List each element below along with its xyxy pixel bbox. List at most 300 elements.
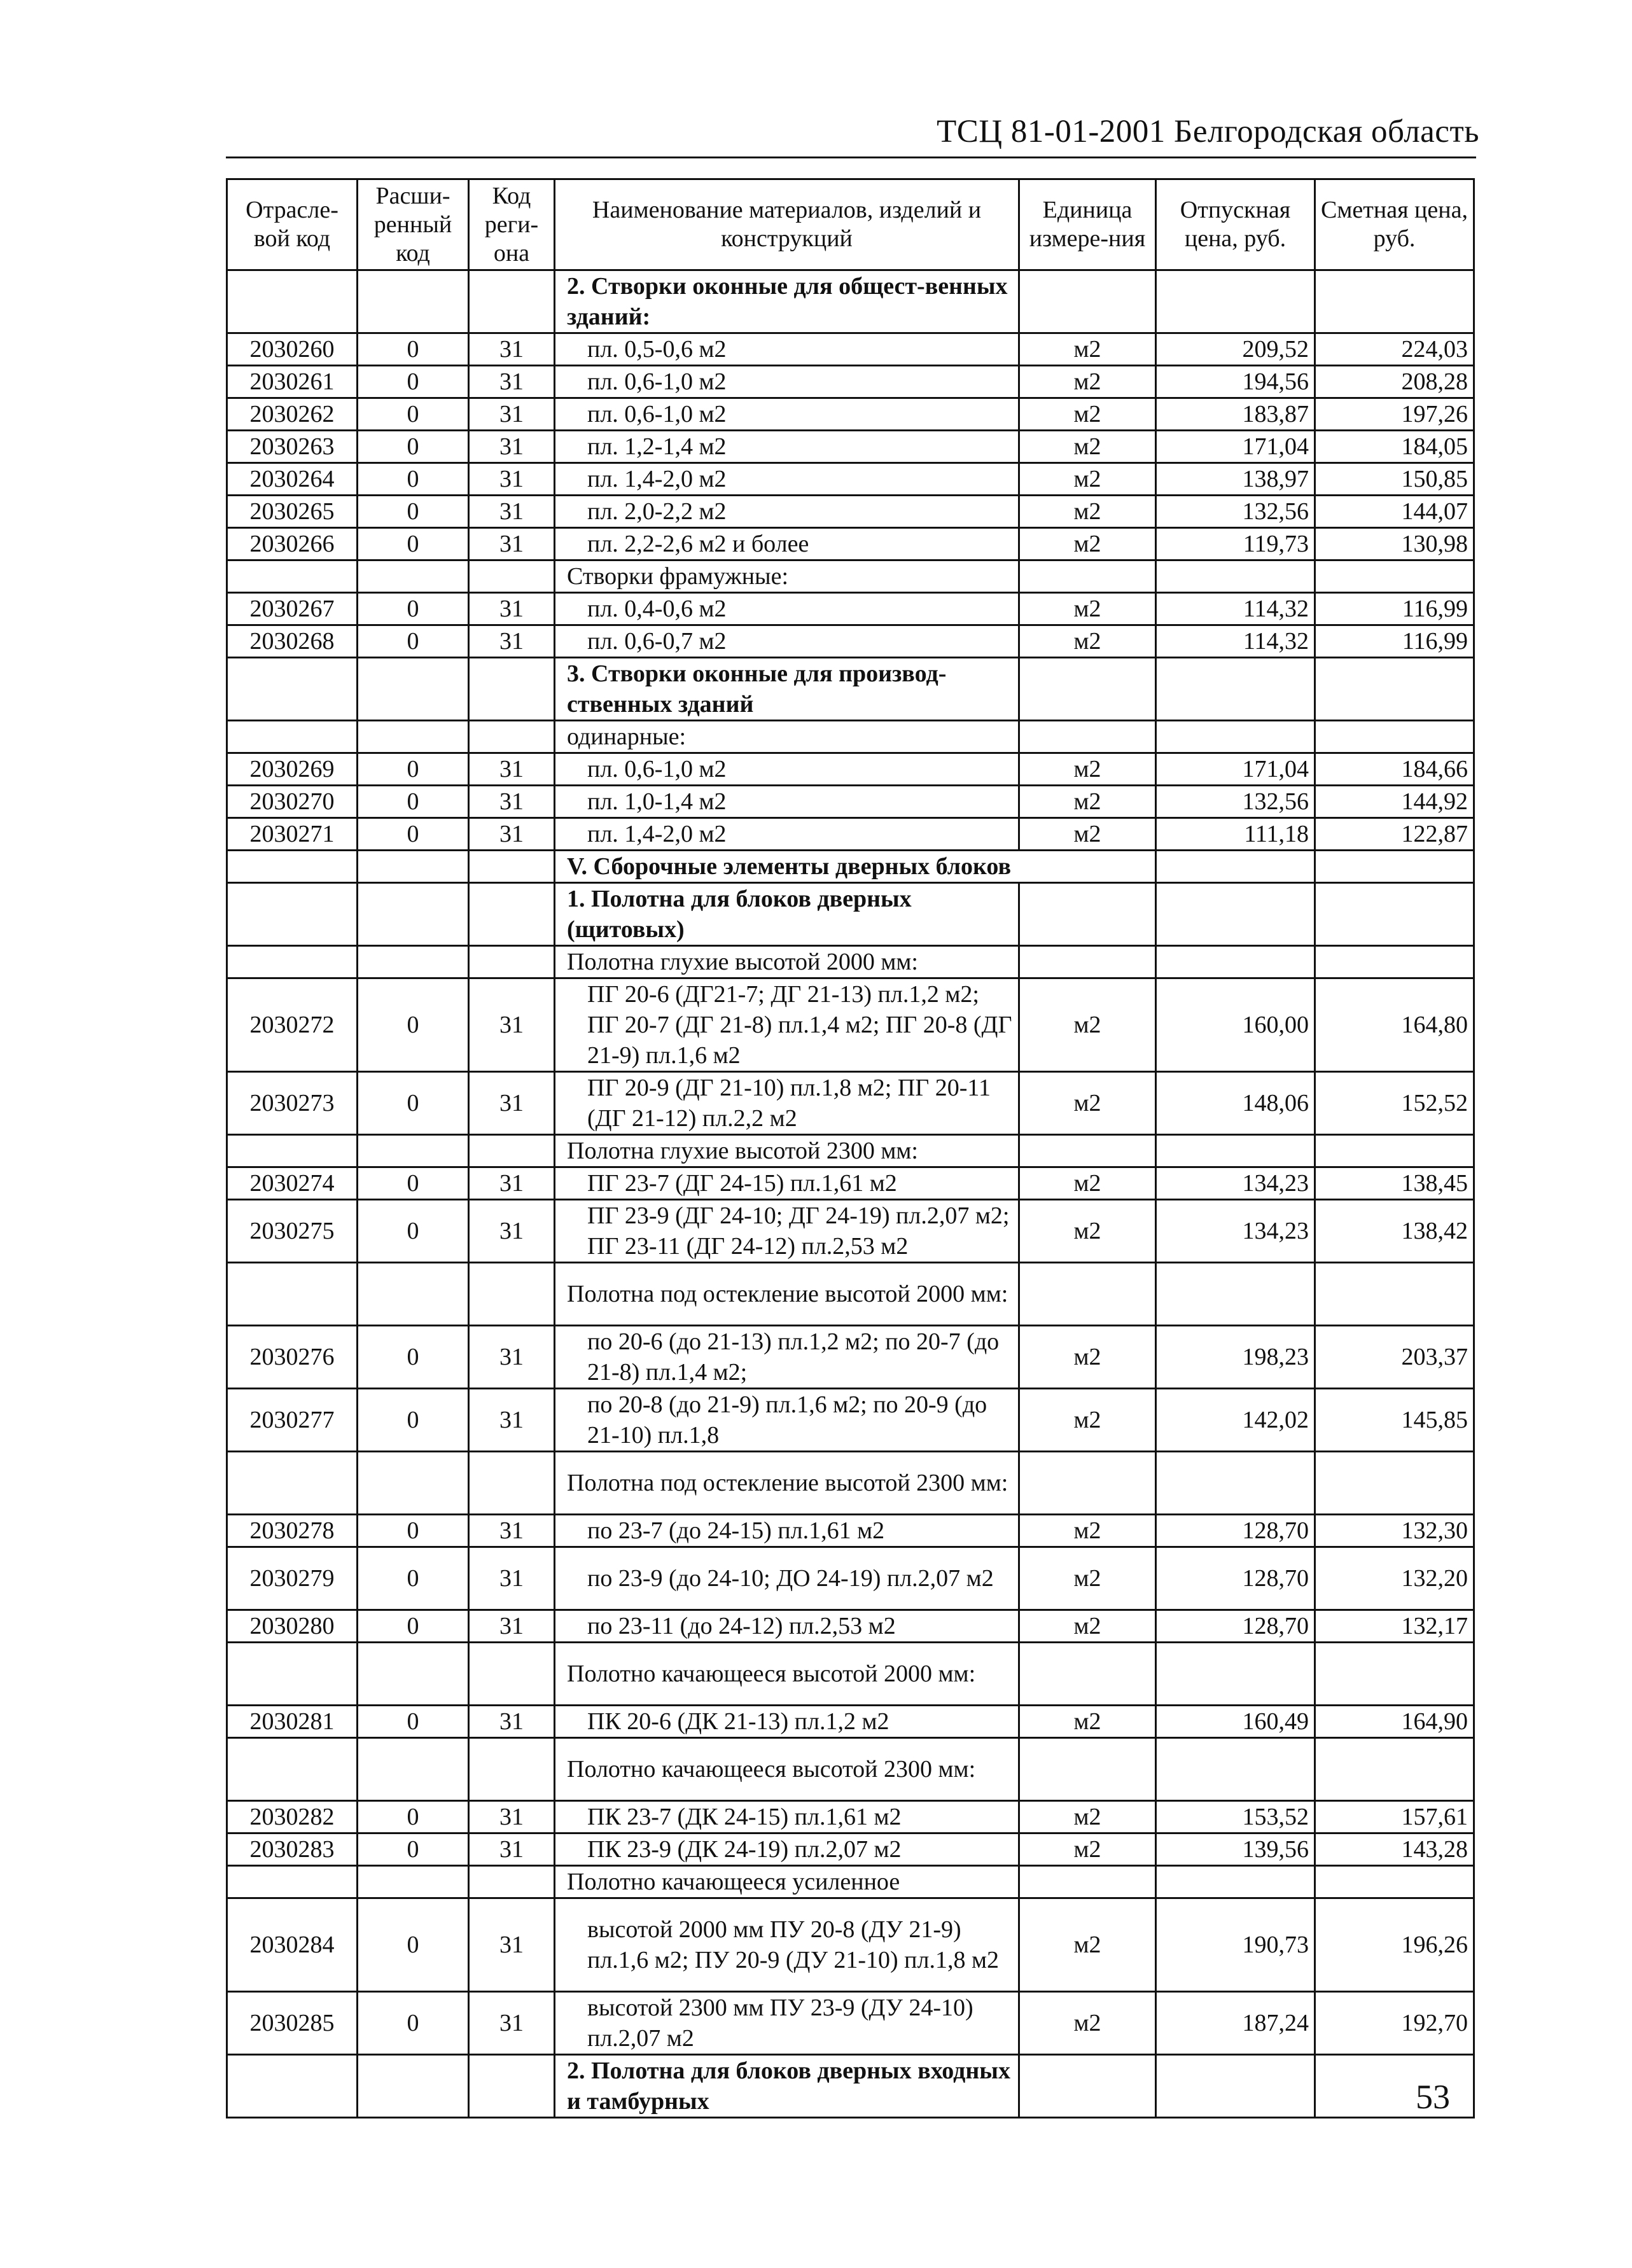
extended-code-cell: 0: [358, 1992, 469, 2055]
industry-code-cell: [227, 560, 358, 593]
unit-cell: [1019, 883, 1156, 946]
region-code-cell: 31: [469, 1072, 555, 1135]
extended-code-cell: [358, 883, 469, 946]
region-code-cell: 31: [469, 818, 555, 851]
material-name-cell: пл. 1,4-2,0 м2: [555, 463, 1019, 496]
release-price-cell: 171,04: [1156, 753, 1315, 786]
unit-cell: м2: [1019, 366, 1156, 398]
release-price-cell: 128,70: [1156, 1547, 1315, 1610]
extended-code-cell: 0: [358, 366, 469, 398]
section-row: [227, 1135, 1474, 1167]
region-code-cell: [469, 1866, 555, 1898]
table-row: [227, 398, 1474, 431]
industry-code-cell: [227, 270, 358, 333]
industry-code-cell: 2030273: [227, 1072, 358, 1135]
industry-code-cell: [227, 1643, 358, 1706]
extended-code-cell: [358, 1643, 469, 1706]
material-name-cell: высотой 2000 мм ПУ 20-8 (ДУ 21-9) пл.1,6 м2; ПУ 20-9 (ДУ 21-10) пл.1,8 м2: [555, 1898, 1019, 1992]
industry-code-cell: 2030272: [227, 978, 358, 1072]
material-name-cell: ПГ 20-6 (ДГ21-7; ДГ 21-13) пл.1,2 м2; ПГ 20-7 (ДГ 21-8) пл.1,4 м2; ПГ 20-8 (ДГ 21-9) пл.1,6 м2: [555, 978, 1019, 1072]
material-name-cell: Полотно качающееся высотой 2300 мм:: [555, 1738, 1019, 1801]
industry-code-cell: 2030269: [227, 753, 358, 786]
section-row: [227, 270, 1474, 333]
page-number: 53: [1416, 2078, 1450, 2116]
section-row: [227, 1643, 1474, 1706]
header-rule: [226, 157, 1476, 158]
industry-code-cell: [227, 1135, 358, 1167]
region-code-cell: 31: [469, 625, 555, 658]
unit-cell: м2: [1019, 1610, 1156, 1643]
material-name-cell: Полотна глухие высотой 2300 мм:: [555, 1135, 1019, 1167]
estimate-price-cell: 208,28: [1315, 366, 1474, 398]
extended-code-cell: 0: [358, 1072, 469, 1135]
extended-code-cell: [358, 1135, 469, 1167]
release-price-cell: 183,87: [1156, 398, 1315, 431]
extended-code-cell: [358, 560, 469, 593]
unit-cell: [1019, 2055, 1156, 2118]
extended-code-cell: [358, 1866, 469, 1898]
industry-code-cell: [227, 2055, 358, 2118]
release-price-cell: [1156, 2055, 1315, 2118]
release-price-cell: [1156, 1263, 1315, 1326]
section-row: [227, 946, 1474, 978]
release-price-cell: 128,70: [1156, 1515, 1315, 1547]
estimate-price-cell: 150,85: [1315, 463, 1474, 496]
material-name-cell: высотой 2300 мм ПУ 23-9 (ДУ 24-10) пл.2,07 м2: [555, 1992, 1019, 2055]
release-price-cell: 138,97: [1156, 463, 1315, 496]
extended-code-cell: 0: [358, 398, 469, 431]
unit-cell: м2: [1019, 978, 1156, 1072]
extended-code-cell: 0: [358, 1326, 469, 1389]
estimate-price-cell: [1315, 1135, 1474, 1167]
table-row: [227, 1515, 1474, 1547]
region-code-cell: 31: [469, 1706, 555, 1738]
estimate-price-cell: 138,45: [1315, 1167, 1474, 1200]
release-price-cell: 160,49: [1156, 1706, 1315, 1738]
estimate-price-cell: 184,66: [1315, 753, 1474, 786]
estimate-price-cell: 184,05: [1315, 431, 1474, 463]
estimate-price-cell: 130,98: [1315, 528, 1474, 560]
section-row: [227, 851, 1474, 883]
unit-cell: м2: [1019, 1326, 1156, 1389]
table-row: [227, 593, 1474, 625]
region-code-cell: 31: [469, 1389, 555, 1452]
estimate-price-cell: [1315, 1866, 1474, 1898]
unit-cell: [1019, 946, 1156, 978]
extended-code-cell: 0: [358, 625, 469, 658]
unit-cell: [1019, 1738, 1156, 1801]
estimate-price-cell: 143,28: [1315, 1833, 1474, 1866]
region-code-cell: 31: [469, 1992, 555, 2055]
release-price-cell: [1156, 1452, 1315, 1515]
estimate-price-cell: 144,07: [1315, 496, 1474, 528]
region-code-cell: [469, 883, 555, 946]
material-name-cell: пл. 2,0-2,2 м2: [555, 496, 1019, 528]
industry-code-cell: 2030284: [227, 1898, 358, 1992]
unit-cell: м2: [1019, 333, 1156, 366]
industry-code-cell: 2030261: [227, 366, 358, 398]
industry-code-cell: 2030260: [227, 333, 358, 366]
table-row: [227, 333, 1474, 366]
material-name-cell: пл. 0,6-1,0 м2: [555, 398, 1019, 431]
material-name-cell: пл. 2,2-2,6 м2 и более: [555, 528, 1019, 560]
table-row: [227, 1898, 1474, 1992]
table-row: [227, 1610, 1474, 1643]
region-code-cell: 31: [469, 593, 555, 625]
material-name-cell: по 23-9 (до 24-10; ДО 24-19) пл.2,07 м2: [555, 1547, 1019, 1610]
estimate-price-cell: [1315, 883, 1474, 946]
release-price-cell: 111,18: [1156, 818, 1315, 851]
region-code-cell: [469, 946, 555, 978]
industry-code-cell: [227, 721, 358, 753]
estimate-price-cell: 132,30: [1315, 1515, 1474, 1547]
release-price-cell: [1156, 1135, 1315, 1167]
col-header-release-price: Отпускная цена, руб.: [1156, 179, 1315, 270]
industry-code-cell: [227, 658, 358, 721]
estimate-price-cell: 203,37: [1315, 1326, 1474, 1389]
unit-cell: м2: [1019, 753, 1156, 786]
industry-code-cell: [227, 1263, 358, 1326]
table-row: [227, 1833, 1474, 1866]
release-price-cell: 119,73: [1156, 528, 1315, 560]
estimate-price-cell: 116,99: [1315, 625, 1474, 658]
material-name-cell: пл. 1,0-1,4 м2: [555, 786, 1019, 818]
industry-code-cell: 2030285: [227, 1992, 358, 2055]
extended-code-cell: 0: [358, 463, 469, 496]
section-row: [227, 2055, 1474, 2118]
estimate-price-cell: [1315, 851, 1474, 883]
extended-code-cell: 0: [358, 1515, 469, 1547]
industry-code-cell: [227, 851, 358, 883]
material-name-cell: по 20-6 (до 21-13) пл.1,2 м2; по 20-7 (до 21-8) пл.1,4 м2;: [555, 1326, 1019, 1389]
extended-code-cell: [358, 1452, 469, 1515]
region-code-cell: 31: [469, 1610, 555, 1643]
unit-cell: м2: [1019, 1706, 1156, 1738]
region-code-cell: 31: [469, 753, 555, 786]
region-code-cell: [469, 851, 555, 883]
region-code-cell: 31: [469, 1898, 555, 1992]
extended-code-cell: 0: [358, 1167, 469, 1200]
material-name-cell: ПК 20-6 (ДК 21-13) пл.1,2 м2: [555, 1706, 1019, 1738]
unit-cell: [1019, 658, 1156, 721]
estimate-price-cell: 164,80: [1315, 978, 1474, 1072]
region-code-cell: [469, 1738, 555, 1801]
unit-cell: м2: [1019, 786, 1156, 818]
table-row: [227, 978, 1474, 1072]
release-price-cell: [1156, 560, 1315, 593]
release-price-cell: 198,23: [1156, 1326, 1315, 1389]
estimate-price-cell: 152,52: [1315, 1072, 1474, 1135]
extended-code-cell: 0: [358, 786, 469, 818]
material-name-cell: Полотно качающееся высотой 2000 мм:: [555, 1643, 1019, 1706]
estimate-price-cell: 122,87: [1315, 818, 1474, 851]
extended-code-cell: 0: [358, 431, 469, 463]
release-price-cell: 190,73: [1156, 1898, 1315, 1992]
industry-code-cell: 2030268: [227, 625, 358, 658]
table-row: [227, 1326, 1474, 1389]
extended-code-cell: 0: [358, 1200, 469, 1263]
estimate-price-cell: [1315, 658, 1474, 721]
industry-code-cell: 2030263: [227, 431, 358, 463]
industry-code-cell: 2030277: [227, 1389, 358, 1452]
unit-cell: м2: [1019, 1072, 1156, 1135]
table-row: [227, 496, 1474, 528]
industry-code-cell: 2030265: [227, 496, 358, 528]
extended-code-cell: 0: [358, 1833, 469, 1866]
table-row: [227, 786, 1474, 818]
extended-code-cell: 0: [358, 528, 469, 560]
release-price-cell: 114,32: [1156, 625, 1315, 658]
price-table: [226, 178, 1475, 2118]
release-price-cell: 134,23: [1156, 1167, 1315, 1200]
unit-cell: м2: [1019, 1992, 1156, 2055]
table-row: [227, 366, 1474, 398]
extended-code-cell: [358, 946, 469, 978]
industry-code-cell: [227, 946, 358, 978]
region-code-cell: [469, 1452, 555, 1515]
material-name-cell: 2. Створки оконные для общест-венных зданий:: [555, 270, 1019, 333]
material-name-cell: по 23-11 (до 24-12) пл.2,53 м2: [555, 1610, 1019, 1643]
material-name-cell: пл. 0,6-0,7 м2: [555, 625, 1019, 658]
estimate-price-cell: 224,03: [1315, 333, 1474, 366]
estimate-price-cell: [1315, 721, 1474, 753]
estimate-price-cell: [1315, 2055, 1474, 2118]
extended-code-cell: 0: [358, 1706, 469, 1738]
section-row: [227, 1263, 1474, 1326]
estimate-price-cell: [1315, 1738, 1474, 1801]
section-row: [227, 658, 1474, 721]
material-name-cell: ПГ 23-9 (ДГ 24-10; ДГ 24-19) пл.2,07 м2; ПГ 23-11 (ДГ 24-12) пл.2,53 м2: [555, 1200, 1019, 1263]
col-header-extended-code: Расши-ренный код: [358, 179, 469, 270]
release-price-cell: 142,02: [1156, 1389, 1315, 1452]
industry-code-cell: 2030270: [227, 786, 358, 818]
region-code-cell: 31: [469, 786, 555, 818]
estimate-price-cell: [1315, 1263, 1474, 1326]
unit-cell: [1019, 1263, 1156, 1326]
region-code-cell: [469, 721, 555, 753]
table-row: [227, 1167, 1474, 1200]
region-code-cell: 31: [469, 333, 555, 366]
release-price-cell: 134,23: [1156, 1200, 1315, 1263]
unit-cell: м2: [1019, 818, 1156, 851]
table-row: [227, 431, 1474, 463]
region-code-cell: [469, 560, 555, 593]
estimate-price-cell: [1315, 270, 1474, 333]
table-header-row: [227, 179, 1474, 270]
material-name-cell: Створки фрамужные:: [555, 560, 1019, 593]
estimate-price-cell: 144,92: [1315, 786, 1474, 818]
industry-code-cell: 2030283: [227, 1833, 358, 1866]
industry-code-cell: [227, 1452, 358, 1515]
estimate-price-cell: [1315, 1452, 1474, 1515]
extended-code-cell: [358, 721, 469, 753]
industry-code-cell: 2030279: [227, 1547, 358, 1610]
estimate-price-cell: 138,42: [1315, 1200, 1474, 1263]
section-heading-cell: V. Сборочные элементы дверных блоков: [555, 851, 1156, 883]
release-price-cell: 148,06: [1156, 1072, 1315, 1135]
unit-cell: м2: [1019, 1515, 1156, 1547]
table-row: [227, 1992, 1474, 2055]
release-price-cell: 132,56: [1156, 496, 1315, 528]
table-row: [227, 1801, 1474, 1833]
table-row: [227, 1200, 1474, 1263]
material-name-cell: по 23-7 (до 24-15) пл.1,61 м2: [555, 1515, 1019, 1547]
industry-code-cell: 2030275: [227, 1200, 358, 1263]
estimate-price-cell: 132,17: [1315, 1610, 1474, 1643]
region-code-cell: [469, 1263, 555, 1326]
material-name-cell: одинарные:: [555, 721, 1019, 753]
release-price-cell: [1156, 721, 1315, 753]
extended-code-cell: [358, 2055, 469, 2118]
unit-cell: [1019, 1643, 1156, 1706]
col-header-region-code: Код реги-она: [469, 179, 555, 270]
industry-code-cell: 2030276: [227, 1326, 358, 1389]
document-header: ТСЦ 81-01-2001 Белгородская область: [937, 114, 1479, 150]
extended-code-cell: 0: [358, 1547, 469, 1610]
extended-code-cell: 0: [358, 333, 469, 366]
estimate-price-cell: [1315, 946, 1474, 978]
col-header-unit: Единица измере-ния: [1019, 179, 1156, 270]
estimate-price-cell: 164,90: [1315, 1706, 1474, 1738]
col-header-estimate-price: Сметная цена, руб.: [1315, 179, 1474, 270]
unit-cell: м2: [1019, 1547, 1156, 1610]
industry-code-cell: 2030271: [227, 818, 358, 851]
estimate-price-cell: 192,70: [1315, 1992, 1474, 2055]
estimate-price-cell: 157,61: [1315, 1801, 1474, 1833]
release-price-cell: 132,56: [1156, 786, 1315, 818]
industry-code-cell: 2030262: [227, 398, 358, 431]
unit-cell: м2: [1019, 1200, 1156, 1263]
unit-cell: м2: [1019, 431, 1156, 463]
material-name-cell: пл. 1,2-1,4 м2: [555, 431, 1019, 463]
unit-cell: [1019, 1452, 1156, 1515]
material-name-cell: ПГ 23-7 (ДГ 24-15) пл.1,61 м2: [555, 1167, 1019, 1200]
release-price-cell: 139,56: [1156, 1833, 1315, 1866]
release-price-cell: [1156, 1866, 1315, 1898]
estimate-price-cell: 197,26: [1315, 398, 1474, 431]
table-row: [227, 463, 1474, 496]
region-code-cell: [469, 2055, 555, 2118]
material-name-cell: Полотна глухие высотой 2000 мм:: [555, 946, 1019, 978]
table-row: [227, 528, 1474, 560]
release-price-cell: [1156, 851, 1315, 883]
unit-cell: [1019, 560, 1156, 593]
extended-code-cell: 0: [358, 978, 469, 1072]
region-code-cell: 31: [469, 398, 555, 431]
release-price-cell: [1156, 1738, 1315, 1801]
material-name-cell: пл. 0,4-0,6 м2: [555, 593, 1019, 625]
material-name-cell: пл. 0,6-1,0 м2: [555, 753, 1019, 786]
estimate-price-cell: [1315, 1643, 1474, 1706]
release-price-cell: 128,70: [1156, 1610, 1315, 1643]
industry-code-cell: 2030281: [227, 1706, 358, 1738]
unit-cell: [1019, 721, 1156, 753]
unit-cell: [1019, 270, 1156, 333]
table-row: [227, 1547, 1474, 1610]
material-name-cell: Полотно качающееся усиленное: [555, 1866, 1019, 1898]
unit-cell: м2: [1019, 398, 1156, 431]
release-price-cell: [1156, 658, 1315, 721]
col-header-name: Наименование материалов, изделий и конструкций: [555, 179, 1019, 270]
region-code-cell: 31: [469, 1833, 555, 1866]
estimate-price-cell: 132,20: [1315, 1547, 1474, 1610]
unit-cell: м2: [1019, 496, 1156, 528]
region-code-cell: 31: [469, 1515, 555, 1547]
region-code-cell: 31: [469, 431, 555, 463]
extended-code-cell: [358, 1263, 469, 1326]
release-price-cell: [1156, 946, 1315, 978]
region-code-cell: 31: [469, 366, 555, 398]
extended-code-cell: [358, 270, 469, 333]
material-name-cell: 3. Створки оконные для производ-ственных зданий: [555, 658, 1019, 721]
region-code-cell: [469, 658, 555, 721]
section-row: [227, 883, 1474, 946]
release-price-cell: 209,52: [1156, 333, 1315, 366]
section-row: [227, 1452, 1474, 1515]
region-code-cell: 31: [469, 528, 555, 560]
material-name-cell: пл. 1,4-2,0 м2: [555, 818, 1019, 851]
release-price-cell: 114,32: [1156, 593, 1315, 625]
unit-cell: м2: [1019, 1898, 1156, 1992]
extended-code-cell: [358, 1738, 469, 1801]
material-name-cell: 1. Полотна для блоков дверных (щитовых): [555, 883, 1019, 946]
section-row: [227, 1738, 1474, 1801]
unit-cell: м2: [1019, 593, 1156, 625]
industry-code-cell: [227, 1866, 358, 1898]
industry-code-cell: [227, 1738, 358, 1801]
release-price-cell: [1156, 1643, 1315, 1706]
region-code-cell: 31: [469, 463, 555, 496]
material-name-cell: 2. Полотна для блоков дверных входных и тамбурных: [555, 2055, 1019, 2118]
unit-cell: м2: [1019, 1801, 1156, 1833]
table-row: [227, 1072, 1474, 1135]
release-price-cell: [1156, 270, 1315, 333]
industry-code-cell: 2030280: [227, 1610, 358, 1643]
region-code-cell: 31: [469, 496, 555, 528]
material-name-cell: пл. 0,5-0,6 м2: [555, 333, 1019, 366]
section-row: [227, 721, 1474, 753]
release-price-cell: 194,56: [1156, 366, 1315, 398]
industry-code-cell: 2030274: [227, 1167, 358, 1200]
material-name-cell: ПК 23-7 (ДК 24-15) пл.1,61 м2: [555, 1801, 1019, 1833]
region-code-cell: [469, 1135, 555, 1167]
material-name-cell: по 20-8 (до 21-9) пл.1,6 м2; по 20-9 (до 21-10) пл.1,8: [555, 1389, 1019, 1452]
extended-code-cell: 0: [358, 1389, 469, 1452]
section-row: [227, 560, 1474, 593]
material-name-cell: ПГ 20-9 (ДГ 21-10) пл.1,8 м2; ПГ 20-11 (ДГ 21-12) пл.2,2 м2: [555, 1072, 1019, 1135]
region-code-cell: 31: [469, 1326, 555, 1389]
region-code-cell: 31: [469, 978, 555, 1072]
release-price-cell: 171,04: [1156, 431, 1315, 463]
extended-code-cell: [358, 851, 469, 883]
unit-cell: м2: [1019, 463, 1156, 496]
table-row: [227, 625, 1474, 658]
release-price-cell: 160,00: [1156, 978, 1315, 1072]
region-code-cell: 31: [469, 1200, 555, 1263]
table-row: [227, 1706, 1474, 1738]
region-code-cell: 31: [469, 1547, 555, 1610]
estimate-price-cell: 116,99: [1315, 593, 1474, 625]
unit-cell: [1019, 1866, 1156, 1898]
extended-code-cell: 0: [358, 818, 469, 851]
industry-code-cell: 2030267: [227, 593, 358, 625]
unit-cell: м2: [1019, 1833, 1156, 1866]
unit-cell: м2: [1019, 1389, 1156, 1452]
table-body: [227, 270, 1474, 2118]
extended-code-cell: 0: [358, 753, 469, 786]
extended-code-cell: 0: [358, 496, 469, 528]
unit-cell: м2: [1019, 528, 1156, 560]
